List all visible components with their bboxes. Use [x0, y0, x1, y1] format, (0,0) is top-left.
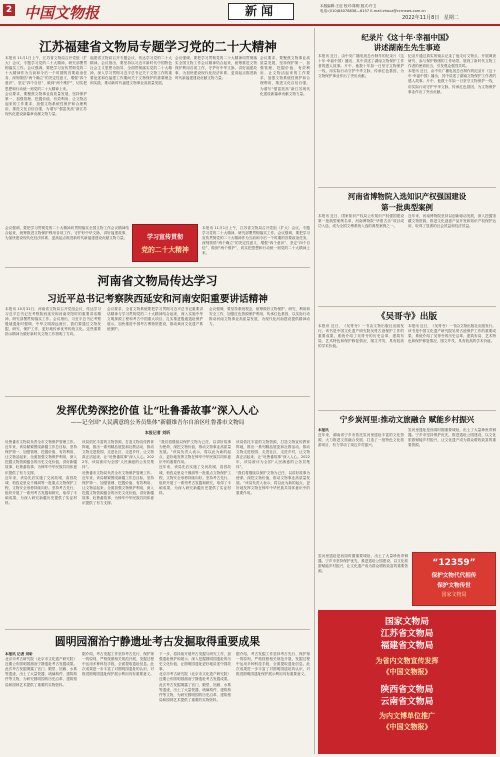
article1-paragraph: 会议强调，要把学习贯彻党的二十大精神同贯彻落实全国文物工作会议精神结合起来，统筹推进文物保护利用各项工作，守护好中华文脉，讲好福建故事，为加快建设现代化经济体系、更高起点推进新时代新福建建设贡献文物力量。 [175, 56, 257, 81]
article3-paragraph: 吐鲁番市文物局负责全市文物保护管理工作。近年来，该局紧紧围绕新疆工作总目标，坚持保护第一、加强管理、挖掘价值、有效利用、让文物活起来，全面加强文物保护利用，深入挖掘文物资源蕴含的历史文化价值，讲好新疆故事、吐鲁番故事，为铸牢中华民族共同体意识提供了有力支撑。 [82, 470, 154, 506]
hotline-line: 保护文物传世 [437, 583, 471, 589]
article3-headline: 发挥优势深挖价值 让“吐鲁番故事”深入人心 [56, 405, 259, 417]
sidebar3-paragraph: 本报讯 近日，《吴哥寺》一书由文物出版社出版发行。该书是中国文化遗产研究院吴哥古迹保护工作的重要成果，系统介绍了吴哥寺的历史沿革、建筑布局、艺术特色和保护修复情况，图文并茂，具有较高的学术价值。 [408, 324, 496, 344]
masthead [0, 0, 500, 26]
sidebar4-paragraph: 炭河里遗址是西周时期重要城址，出土了大量珍贵青铜器。宁乡市坚持保护优先，推进遗址公园建设，以文化旅游赋能乡村振兴，让文化遗产成为群众增收致富的重要资源。 [318, 554, 408, 574]
article3-paragraph: 近年来，该局先后实施了交河故城、高昌故城、柏孜克里克千佛洞等一批重点文物保护工程，文物安全形势持续向好。坚持考古先行，组织开展了一系列考古发掘和研究，取得了丰硕成果，为深入研究新疆历史提供了实证材料。 [159, 465, 231, 495]
sidebar1-body-col1 [318, 54, 404, 184]
sponsor-line: 为省内文物宣传发挥 [375, 657, 439, 665]
sidebar2-title-line1: 河南省博物院入选知识产权强国建设 [347, 192, 467, 201]
hotline-line: 国家文物局 [441, 592, 467, 598]
article1-body-lower-right [202, 226, 310, 266]
article1-body-col4 [260, 56, 310, 224]
article3-paragraph: “我们将继续以保护文物为己任，以讲好故事为使命，深挖文物价值，推动文物事业高质量发展。”该局负责人表示，将以此为新的起点，更好地发挥文物在铸牢中华民族共同体意识中的重要作用。 [159, 440, 231, 465]
article4-byline: 本报讯 记者 刘昕 [5, 652, 33, 656]
article3-paragraph: 吐鲁番市文物局负责全市文物保护管理工作。近年来，该局紧紧围绕新疆工作总目标，坚持保护第一、加强管理、挖掘价值、有效利用、让文物活起来，全面加强文物保护利用，深入挖掘文物资源蕴含的历史文化价值，讲好新疆故事、吐鲁番故事，为铸牢中华民族共同体意识提供了有力支撑。 [5, 440, 77, 475]
divider [318, 410, 496, 411]
sponsor-line: 国家文物局 [385, 617, 429, 627]
article3-paragraph: 近年来，该局先后实施了交河故城、高昌故城、柏孜克里克千佛洞等一批重点文物保护工程，文物安全形势持续向好。坚持考古先行，组织开展了一系列考古发掘和研究，取得了丰硕成果，为深入研究新疆历史提供了实证材料。 [5, 475, 77, 506]
sidebar4-paragraph: 炭河里遗址是西周时期重要城址，出土了大量珍贵青铜器。宁乡市坚持保护优先，推进遗址公园建设，以文化旅游赋能乡村振兴，让文化遗产成为群众增收致富的重要资源。 [408, 428, 496, 448]
divider [5, 396, 310, 397]
article4-body-col3 [159, 652, 231, 754]
article3-paragraph: 该局依托丰富的文物资源，打造文物宣传教育阵地，推出一系列精品展览和社教活动，推动文物走进校园、走进社区、走进乡村，让文物真正活起来，让“吐鲁番故事”深入人心。2022年，该局被评为全国“人民满意的公务员集体”。 [82, 440, 154, 470]
section-tab [228, 3, 294, 20]
divider [318, 187, 496, 188]
divider [318, 306, 496, 307]
hotline-number: “12359” [432, 558, 476, 568]
article4-paragraph: 据介绍，考古发掘工作坚持考古先行、保护第一的原则，严格按照相关规范开展，发掘过程中运用多种科技手段，全面提取遗址信息。此次成果进一步丰富了对圆明园遗址的认识，对推进圆明园遗址保护展示利用具有重要意义。 [236, 652, 310, 677]
article4-paragraph: 据介绍，考古发掘工作坚持考古先行、保护第一的原则，严格按照相关规范开展，发掘过程中运用多种科技手段，全面提取遗址信息。此次成果进一步丰富了对圆明园遗址的认识，对推进圆明园遗址保护展示利用具有重要意义。 [82, 652, 154, 677]
article4-body-col2 [82, 652, 154, 754]
sidebar1-title-line2: 讲述湖南生先生事迹 [373, 43, 441, 52]
article2-headline-line1: 河南省文物局传达学习 [97, 274, 218, 288]
article2-body-col1 [5, 307, 101, 393]
article3-body-col1 [5, 440, 77, 628]
article3-body-col3 [159, 440, 231, 628]
sponsor-line: 江苏省文物局 [380, 629, 434, 639]
sponsor-ad [318, 610, 496, 754]
issue-weekday: 星期二 [443, 15, 459, 21]
campaign-banner [132, 224, 198, 262]
article1-body-col3 [175, 56, 257, 224]
issue-date [402, 14, 459, 21]
article4-paragraph: 下一步，将持续开展考古发掘与研究工作，加强遗址保护和展示，深入挖掘圆明园遗址的历史文化价值，让圆明园遗址更好地讲述中国故事。 [159, 652, 231, 672]
sponsor-line: 《中国文物报》 [382, 723, 432, 731]
divider [5, 267, 310, 268]
sponsor-line: 福建省文物局 [380, 641, 434, 651]
sponsor-line: 陕西省文物局 [380, 685, 434, 695]
article2-headline-line2: 习近平总书记考察陕西延安和河南安阳重要讲话精神 [47, 294, 268, 305]
hotline-ad [412, 552, 496, 606]
article1-paragraph: 本报讯 11月1日上午，江苏省文物局召开党组（扩大）会议，专题学习党的二十大精神，研究部署贯彻落实工作。会议强调，要把学习宣传贯彻党的二十大精神作为当前和今后一个时期的首要政治任务，深刻领悟“两个确立”的决定性意义，增强“四个意识”、坚定“四个自信”、做到“两个维护”，切实把思想和行动统一到党的二十大精神上来。 [202, 226, 310, 256]
masthead-contacts [320, 4, 496, 14]
sponsor-line: 云南省文物局 [380, 697, 434, 707]
sidebar4-paragraph: 近年来，湖南省宁乡市依托炭河里遗址丰富的文化资源，大力推进文旅融合发展，打造了一批特色文化旅游项目，有力带动了周边乡村振兴。 [318, 433, 404, 448]
article3-paragraph: 该局依托丰富的文物资源，打造文物宣传教育阵地，推出一系列精品展览和社教活动，推动文物走进校园、走进社区、走进乡村，让文物真正活起来，让“吐鲁番故事”深入人心。2022年，该局被评为全国“人民满意的公务员集体”。 [236, 440, 310, 470]
article2-paragraph: 会议强调，要坚持系统观念，统筹做好文物保护、研究、利用和安全工作，加强红色资源保护利用，传承红色基因，以实际行动推动河南文物事业高质量发展，为现代化河南建设提供精神动力。 [209, 307, 310, 327]
contact-line: 电话:(010)84078838—6157 E-mail:zhouz@ccrnews.com.cn [320, 9, 426, 13]
article3-paragraph: “我们将继续以保护文物为己任，以讲好故事为使命，深挖文物价值，推动文物事业高质量发展。”该局负责人表示，将以此为新的起点，更好地发挥文物在铸牢中华民族共同体意识中的重要作用。 [236, 470, 310, 495]
sponsor-line: 《中国文物报》 [382, 668, 432, 676]
sidebar1-paragraph: 纪录片通过真实的镜头记录了他走访文物点、开展调查研究、参与保护修缮的工作场景，展现了新时代文物工作者的使命担当，引发观众强烈共鸣。 [408, 54, 496, 69]
page-number: 2 [3, 4, 15, 16]
sidebar2-paragraph: 近年来，河南博物院坚持以创新驱动发展，深入挖掘馆藏文物资源，推进文化创意产品开发和知识产权保护运用，取得了显著的社会效益和经济效益。 [408, 214, 496, 229]
article2-paragraph: 本报讯 10月31日，河南省文物局召开党组会议，传达学习习近平总书记在考察陕西延安和河南安阳时的重要讲话精神，研究部署贯彻落实工作。会议指出，习近平总书记考察殷墟遗址时强调，中华文明源远流长，我们要通过文物发掘、研究、保护工作，更好地传承优秀传统文化。这些重要指示精神为做好新时代文物工作指明了方向。 [5, 307, 101, 337]
sidebar4-body-col1-lower [318, 554, 408, 606]
article2-body-col3 [209, 307, 310, 393]
article3-subheadline: ——记全国“人民满意的公务员集体”新疆维吾尔自治区吐鲁番市文物局 [70, 420, 245, 426]
article3-byline: 本报记者 刘昕 [144, 430, 171, 435]
sidebar2-paragraph: 本报讯 近日，国家知识产权局公布知识产权强国建设第一批典型案例名单，河南博物院“华夏古乐”项目成功入选，成为全国文博系统入选的典型案例之一。 [318, 214, 404, 229]
contact-line: 本版编辑:王征 校对:陈桐 版式:许卫 [320, 4, 377, 8]
article4-body-col1 [5, 652, 77, 754]
issue-date-text: 2022年11月8日 [402, 15, 440, 21]
article3-body-col2 [82, 440, 154, 628]
article1-body-col1 [5, 56, 87, 224]
sidebar3-title: 《吴哥寺》出版 [376, 312, 438, 322]
sidebar3-body-col1 [318, 324, 404, 408]
sidebar4-title: 宁乡炭河里:推动文旅融合 赋能乡村振兴 [339, 415, 475, 424]
sidebar1-paragraph: 本报讯 近日，由中央广播电视总台制作的纪录片《这十年·幸福中国》播出，其中讲述了湖南文物保护工作者的感人故事。片中，他数十年如一日坚守文物保护一线，用实际行动守护中华文脉，传承红色基因，为文物保护事业作出了突出贡献。 [318, 54, 404, 79]
banner-line1: 学习宣传贯彻 [146, 234, 183, 241]
masthead-rule [0, 24, 500, 26]
sidebar2-body-col2 [408, 214, 496, 304]
article4-paragraph: 北京市考古研究院（北京市文化遗产研究院）近期公布圆明园溜治宁静遗址考古发掘成果。此次考古发掘揭露了宫门、殿堂、回廊、水系等遗迹，出土了大量瓷器、琉璃构件、建筑构件等文物，为研究圆明园的历史沿革、建筑格局和园林艺术提供了重要的实物资料。 [159, 672, 231, 702]
article1-body-lower-left [5, 226, 129, 266]
article4-body-col4 [236, 652, 310, 754]
sidebar4-body-col2 [408, 428, 496, 552]
sponsor-line: 为内文博单位推广 [379, 712, 435, 720]
sidebar3-body-col2 [408, 324, 496, 408]
banner-line2: 党的二十大精神 [141, 246, 189, 254]
article1-paragraph: 会议强调，要把学习贯彻党的二十大精神同贯彻落实全国文物工作会议精神结合起来，统筹推进文物保护利用各项工作，守护好中华文脉，讲好福建故事，为加快建设现代化经济体系、更高起点推进新时代新福建建设贡献文物力量。 [5, 226, 129, 241]
article2-body-col2 [107, 307, 203, 393]
sidebar2-title-line2: 第一批典型案例 [381, 203, 433, 212]
divider [5, 629, 310, 630]
article1-headline: 江苏福建省文物局专题学习党的二十大精神 [39, 39, 277, 54]
article3-body-col4 [236, 440, 310, 628]
sidebar4-byline: 本报讯 [318, 428, 329, 432]
section-title: 新闻 [244, 4, 277, 18]
sidebar2-body-col1 [318, 214, 404, 304]
article4-headline: 圆明园溜治宁静遗址考古发掘取得重要成果 [54, 635, 261, 648]
sidebar3-paragraph: 本报讯 近日，《吴哥寺》一书由文物出版社出版发行。该书是中国文化遗产研究院吴哥古迹保护工作的重要成果，系统介绍了吴哥寺的历史沿革、建筑布局、艺术特色和保护修复情况，图文并茂，具有较高的学术价值。 [318, 324, 404, 349]
sidebar1-paragraph: 本报讯 近日，由中央广播电视总台制作的纪录片《这十年·幸福中国》播出，其中讲述了湖南文物保护工作者的感人故事。片中，他数十年如一日坚守文物保护一线，用实际行动守护中华文脉，传承红色基因，为文物保护事业作出了突出贡献。 [408, 69, 496, 94]
article1-paragraph: 福建省文物局召开专题会议，传达学习党的二十大精神。会议指出，要坚持以习近平新时代中国特色社会主义思想为指导，全面贯彻落实党的二十大精神，深入学习贯彻习近平总书记关于文物工作的重要论述和在福建工作期间关于文物保护的重要理念和实践，推动新时代福建文物事业高质量发展。 [90, 56, 172, 86]
article2-paragraph: 会议要求，全省文物系统要把学习贯彻习近平总书记重要讲话精神与学习贯彻党的二十大精神结合起来，深入实施中华文明探源工程和考古中国重大项目，扎实推进殷墟遗址保护展示，加快推进中国考古博物馆建设，推动黄河文化遗产系统保护。 [107, 307, 203, 332]
article1-paragraph: 会议要求，要聚焦文物事业高质量发展，坚持保护第一、加强管理、挖掘价值、有效利用、让文物活起来的工作要求，加强文物系统性保护和合理利用，推进文化自信自强，为谱写“强富美高”新江苏现代化建设新篇章贡献文物力量。 [5, 91, 87, 117]
hotline-line: 保护文物代代相传 [431, 573, 477, 579]
sidebar1-body-col2 [408, 54, 496, 184]
article1-paragraph: 本报讯 11月1日上午，江苏省文物局召开党组（扩大）会议，专题学习党的二十大精神，研究部署贯彻落实工作。会议强调，要把学习宣传贯彻党的二十大精神作为当前和今后一个时期的首要政治任务，深刻领悟“两个确立”的决定性意义，增强“四个意识”、坚定“四个自信”、做到“两个维护”，切实把思想和行动统一到党的二十大精神上来。 [5, 56, 87, 91]
sidebar1-title-line1: 纪录片《这十年·幸福中国》 [361, 33, 453, 42]
sidebar4-body-col1 [318, 428, 404, 552]
article1-body-col2 [90, 56, 172, 224]
article1-paragraph: 会议要求，要聚焦文物事业高质量发展，坚持保护第一、加强管理、挖掘价值、有效利用、让文物活起来的工作要求，加强文物系统性保护和合理利用，推进文化自信自强，为谱写“强富美高”新江苏现代化建设新篇章贡献文物力量。 [260, 56, 310, 96]
article4-paragraph: 北京市考古研究院（北京市文化遗产研究院）近期公布圆明园溜治宁静遗址考古发掘成果。此次考古发掘揭露了宫门、殿堂、回廊、水系等遗迹，出土了大量瓷器、琉璃构件、建筑构件等文物，为研究圆明园的历史沿革、建筑格局和园林艺术提供了重要的实物资料。 [5, 657, 77, 687]
column-divider [314, 28, 315, 754]
brand-logo: 中国文物报 [24, 4, 100, 22]
